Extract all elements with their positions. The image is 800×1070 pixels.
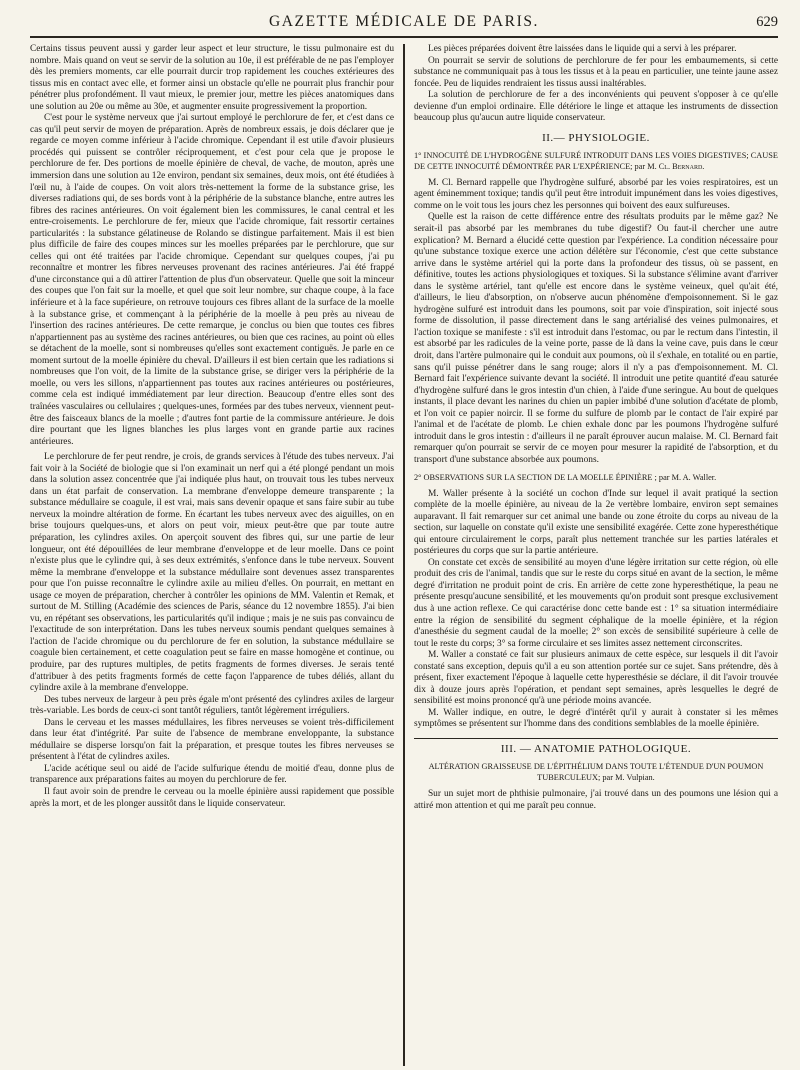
paragraph: Sur un sujet mort de phthisie pulmonaire, j'ai trouvé dans un des poumons une lésion qui a attiré mon attention et qui me paraît peu connue. [413, 788, 778, 811]
article-heading-text: 2° OBSERVATIONS SUR LA SECTION DE LA MOELLE ÉPINIÈRE ; par [413, 472, 670, 482]
paragraph: M. Waller présente à la société un cochon d'Inde sur lequel il avait pratiqué la section complète de la moelle épinière, au niveau de la 2e vertèbre lombaire, environ sept semaines auparavant. Il fait remarquer sur cet animal une bande ou zone étroite du corps au niveau de la section, sur laquelle on constate qu'il existe une sensibilité exagérée. Cette zone hyperesthétique qui entoure circulairement le corps, paraît plus nettement tranchée sur les parties latérales et postérieures du corps que sur la partie antérieure. [413, 488, 778, 557]
paragraph: Certains tissus peuvent aussi y garder leur aspect et leur structure, le tissu pulmonaire est du nombre. Mais quand on veut se servir de la solution au 10e, il est préférable de ne pas l'employer dès les premiers moments, car elle pourrait durcir trop rapidement les couches extérieures des tissus mis en contact avec elle, et former ainsi un obstacle qu'elle ne pourrait plus franchir pour pénétrer plus profondément. Il vaut mieux, le premier jour, mettre les pièces anatomiques dans une solution au 20e ou même au 30e, et augmenter ensuite progressivement la proportion. [30, 44, 395, 112]
section-title-physiologie: II.— PHYSIOLOGIE. [542, 131, 650, 144]
paragraph: On constate cet excès de sensibilité au moyen d'une légère irritation sur cette région, où elle produit des cris de l'animal, tandis que sur le reste du corps situé en avant de la section, le même degré d'irritation ne produit point de cris. En arrière de cette zone hyperesthétique, la peau ne présente presqu'aucune sensibilité, et les mouvements qu'on produit sont presque exclusivement dus à une action reflexe. Ce qui caractérise donc cette bande est : 1° sa situation intermédiaire entre la région de sensibilité du segment céphalique de la moelle épinière, et la région d'anesthésie du segment caudal de la moelle; 2° son excès de sensibilité supérieure à celle de tout le reste du corps; 3° sa forme circulaire et ses limites assez nettement circonscrites. [413, 557, 778, 649]
paragraph: La solution de perchlorure de fer a des inconvénients qui peuvent s'opposer à ce qu'elle devienne d'un emploi ordinaire. Elle détériore le linge et attaque les instruments de dissection beaucoup plus qu'aucun autre liquide conservateur. [413, 90, 778, 124]
paragraph: Les pièces préparées doivent être laissées dans le liquide qui a servi à les préparer. [427, 44, 737, 54]
paragraph: Quelle est la raison de cette différence entre des résultats produits par le même gaz? Ne serait-il pas absorbé par les membranes du tube digestif? Ou faut-il chercher une autre explication? M. Bernard a élucidé cette question par l'expérience. La condition nécessaire pour qu'une substance toxique exerce une action délétère sur l'économie, c'est que cette substance arrive dans le système artériel qui la porte dans la profondeur des tissus, où se passent, en définitive, toutes les actions physiologiques et toxiques. Si la substance s'élimine avant d'arriver dans le système artériel, tant qu'elle est encore dans le système veineux, quel qu'ait été, d'ailleurs, le lieu d'absorption, on n'observe aucun phénomène d'empoisonnement. Si le gaz hydrogène sulfuré est introduit dans les poumons, soit par voie d'inspiration, soit injecté sous forme de dissolution, il passe directement dans le sang artérialisé des veines pulmonaires, et l'action toxique se manifeste : s'il est introduit dans l'estomac, ou par le rectum dans l'intestin, il est absorbé par les radicules de la veine porte, passe de là dans la veine cave, puis dans le cœur droit, dans l'artère pulmonaire qui le conduit aux poumons, où il s'exhale, en totalité ou en partie, sans qu'il puisse pénétrer dans le sang rouge; alors il n'y a pas d'empoisonnement. M. Cl. Bernard fait l'expérience suivante devant la société. Il introduit une petite quantité d'eau saturée d'hydrogène sulfuré dans le gros intestin d'un chien, à l'aide d'une seringue. Au bout de quelques instants, il place devant les narines du chien un papier imbibé d'une solution d'acétate de plomb, et l'on voit ce papier noircir. Il se forme du sulfure de plomb par le contact de l'air expiré par l'animal et de l'acétate de plomb. Le chien exhale donc par les poumons l'hydrogène sulfuré introduit dans le gros intestin : d'ailleurs il ne paraît éprouver aucun malaise. M. Cl. Bernard fait remarquer qu'on pourrait se servir de ce moyen pour mesurer la rapidité de l'absorption, et du transport d'une substance absorbée aux poumons. [413, 212, 778, 465]
paragraph: Il faut avoir soin de prendre le cerveau ou la moelle épinière aussi rapidement que possible après la mort, et de les plonger aussitôt dans le liquide conservateur. [30, 787, 395, 809]
article-author: M. A. Waller. [671, 472, 717, 482]
paragraph: M. Waller indique, en outre, le degré d'intérêt qu'il y aurait à constater si les mêmes symptômes se présentent sur l'homme dans des conditions semblables de la moelle épinière. [413, 707, 778, 730]
journal-title: GAZETTE MÉDICALE DE PARIS. [268, 13, 540, 30]
text-columns [30, 44, 778, 1066]
paragraph: C'est pour le système nerveux que j'ai surtout employé le perchlorure de fer, et c'est dans ce cas qu'il peut servir de moyen de préparation. Après de nombreux essais, je dois déclarer que je regarde ce moyen comme inférieur à l'acide chromique. Cependant il est utile d'avoir plusieurs procédés qui puissent se contrôler réciproquement, et c'est pour cela que je propose le perchlorure de fer. Des portions de moelle épinière de cheval, de vache, de mouton, après une immersion dans une solution au 12e environ, pendant six semaines, deux mois, ont été étudiées à l'œil nu, à l'aide de coupes. On voit alors très-nettement la forme de la substance grise, les diverses radiations qui, de ses bords vont à la périphérie de la substance blanche, entre autres les fibres des racines antérieures. On voit également bien les commissures, le canal central et les entre-croisements. Le perchlorure de fer, mieux que l'acide chromique, fait ressortir certaines particularités : la substance gélatineuse de Rolando se distingue parfaitement. Mais il est bien plus difficile de faire des coupes minces sur les moelles préparées par le perchlorure, que sur celles qui ont été traitées par l'acide chromique. Cependant sur quelques coupes, j'ai pu reconnaître et montrer les fibres nerveuses provenant des racines antérieures. J'ai été frappé d'une circonstance qui a dû attirer l'attention de plus d'un observateur. Quelle que soit la minceur des coupes que l'on fait sur la moelle, et quel que soit leur nombre, sur chaque coupe, à la face inférieure et à la face supérieure, on retrouve toujours ces fibres allant de la surface de la moelle à la substance grise, et commençant à la périphérie de la moelle à peu près au niveau de l'insertion des racines antérieures. De cette remarque, je conclus ou bien que toutes ces fibres n'appartiennent pas au système des racines antérieures, ou bien que ces racines, au point où elles se détachent de la moelle, sont si nombreuses qu'elles sont exactement contiguës. Je parle en ce moment surtout de la moelle épinière du cheval. D'ailleurs il est bien certain que les radiations si nombreuses que l'on voit, de la limite de la substance grise, se diriger vers la périphérie de la moelle, ou vers les sillons, n'appartiennent pas toutes aux racines antérieures ou postérieures, comme cela est indiqué immédiatement par leur direction. Beaucoup d'entre elles sont des traînées vasculaires ou cellulaires ; quelques-unes, formées par des tubes nerveux, viennent peut-être des faisceaux blancs de la moelle ; d'autres font partie de la commissure antérieure. Je dois dire pourtant que les lignes blanches les plus larges vont en grande partie aux racines antérieures. [30, 113, 395, 447]
article-heading [414, 150, 778, 172]
paragraph: M. Cl. Bernard rappelle que l'hydrogène sulfuré, absorbé par les voies respiratoires, est un agent éminemment toxique; tandis qu'il peut être introduit impunément dans les voies digestives, comme on le voit tous les jours chez les personnes qui boivent des eaux sulfureuses. [413, 177, 778, 211]
paragraph: Dans le cerveau et les masses médullaires, les fibres nerveuses se voient très-difficilement dans leur état d'intégrité. Par suite de l'absence de membrane enveloppante, la substance médullaire se disperse lorsqu'on fait la préparation, et presque toutes les fibres nerveuses se présentent à l'état de cylindres axiles. [30, 717, 395, 763]
right-column [414, 44, 778, 1066]
article-author: M. Cl. Bernard. [647, 161, 705, 171]
paragraph: L'acide acétique seul ou aidé de l'acide sulfurique étendu de moitié d'eau, donne plus de transparence aux préparations faites au moyen du perchlorure de fer. [30, 763, 395, 786]
page-number: 629 [756, 14, 778, 30]
article-author: M. Vulpian. [615, 772, 655, 782]
paragraph: Des tubes nerveux de largeur à peu près égale m'ont présenté des cylindres axiles de largeur très-variable. Les bords de ceux-ci sont tantôt réguliers, tantôt légèrement irréguliers. [30, 694, 395, 717]
left-column [30, 44, 394, 1066]
article-heading-text: 1° INNOCUITÉ DE L'HYDROGÈNE SULFURÉ INTRODUIT DANS LES VOIES DIGESTIVES; CAUSE DE CETTE INNOCUITÉ DÉMONTRÉE PAR L'EXPÉRIENCE; par [413, 150, 778, 171]
article-heading-text: ALTÉRATION GRAISSEUSE DE L'ÉPITHÉLIUM DANS TOUTE L'ÉTENDUE D'UN POUMON TUBERCULEUX; par [428, 761, 764, 782]
article-heading [414, 472, 778, 483]
paragraph: M. Waller a constaté ce fait sur plusieurs animaux de cette espèce, sur lesquels il dit l'avoir constaté sans exception, depuis qu'il a eu son attention portée sur ce sujet. Sans prétendre, dès à présent, fixer exactement l'époque à laquelle cette hyperesthésie se déclare, il dit l'avoir trouvée dix à douze jours après l'opération, et pendant sept semaines, après lesquelles le degré de sensibilité est moins prononcé qu'à une période moins avancée. [413, 650, 778, 707]
page-header [30, 6, 778, 38]
paragraph: On pourrait se servir de solutions de perchlorure de fer pour les embaumements, si cette substance ne communiquait pas à tous les tissus et à la peau en particulier, une teinte jaune assez foncée. Peu de liquides rendraient les tissus aussi inaltérables. [413, 55, 778, 89]
paragraph: Le perchlorure de fer peut rendre, je crois, de grands services à l'étude des tubes nerveux. J'ai fait voir à la Société de biologie que si l'on examinait un nerf qui a été plongé pendant un mois dans la solution assez concentrée que j'ai indiquée plus haut, on trouvait tous les tubes nerveux dans un état parfait de conservation. La membrane d'enveloppe demeure transparente ; la substance médullaire se coagule, il est vrai, mais sans devenir opaque et sans faire subir au tube nerveux la moindre altération de forme. En écartant les tubes nerveux avec des aiguilles, on en brise toujours quelques-uns, et alors on peut voir, mieux peut-être que par toute autre préparation, les cylindres axiles. On aperçoit souvent des fibres qui, sur une partie de leur longueur, ont été dépouillées de leur membrane d'enveloppe et de leur moelle. Dans ce point n'existe plus que le cylindre qui, à ses deux extrémités, s'enfonce dans le tube nerveux. Souvent même la membrane d'enveloppe et la substance médullaire sont devenues assez transparentes pour que l'on puisse reconnaître le cylindre axile au milieu d'elles. On pourrait, en mettant en usage ce moyen de préparation, chercher à contrôler les opinions de MM. Valentin et Remak, et surtout de M. Stilling (Académie des sciences de Paris, séance du 12 novembre 1855). J'ai bien vu, en répétant ses observations, les particularités qu'il indique ; mais je ne suis pas convaincu de l'exactitude de son interprétation. Dans les tubes nerveux soumis pendant quelques semaines à l'action de l'acide chromique ou du perchlorure de fer en solution, la substance médullaire se coagule bien certainement, et cette coagulation peut se faire en masse homogène et continue, ou produire, par des ruptures multiples, de petits fragments de formes diverses. Je serais tenté d'attribuer à des petits fragments formés de cette façon l'apparence de tubes déliés, allant du cylindre axile à la membrane d'enveloppe. [30, 452, 395, 694]
column-divider [403, 44, 405, 1066]
article-heading [414, 761, 778, 783]
section-title-anatomie-pathologique: III. — ANATOMIE PATHOLOGIQUE. [414, 738, 778, 755]
